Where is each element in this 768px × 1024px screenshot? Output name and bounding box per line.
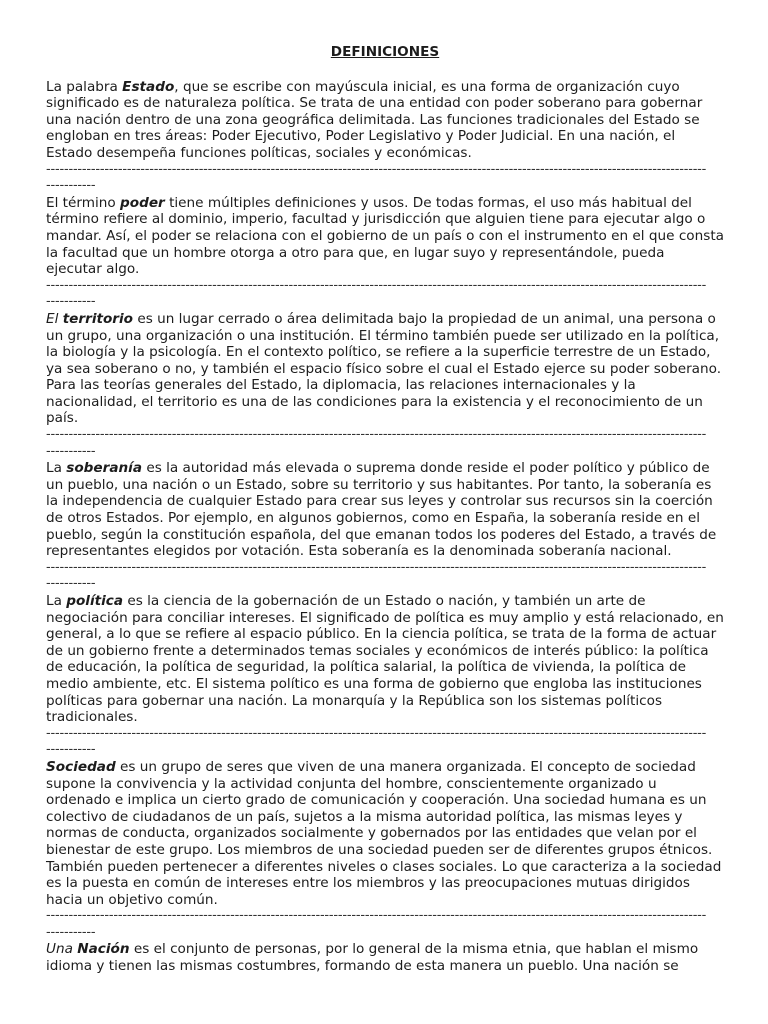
definition-text: , que se escribe con mayúscula inicial, es una forma de organización cuyo significado es de naturaleza política. Se trata de una entidad con poder soberano para gobernar una nación dentro de una zona geográfica delimitada. Las funciones tradicionales del Estado se engloban en tres áreas: Poder Ejecutivo, Poder Legislativo y Poder Judicial. En una nación, el Estado desempeña funciones políticas, sociales y económicas. bbox=[46, 78, 703, 161]
separator-line-tail: ----------- bbox=[46, 742, 96, 758]
separator-line: --------------------------------------------------------------------------------------------------------------------------------------------------- bbox=[46, 559, 707, 575]
definition-poder bbox=[46, 195, 724, 278]
term-nacion: Nación bbox=[77, 941, 130, 958]
separator-line: --------------------------------------------------------------------------------------------------------------------------------------------------- bbox=[46, 908, 707, 924]
term-soberania: soberanía bbox=[66, 460, 143, 477]
term-territorio: territorio bbox=[62, 310, 134, 327]
definition-politica bbox=[46, 593, 724, 726]
definition-prefix: La bbox=[46, 460, 67, 477]
definition-sociedad bbox=[46, 759, 724, 908]
definition-text: es la autoridad más elevada o suprema donde reside el poder político y público de un pueblo, una nación o un Estado, sobre su territorio y sus habitantes. Por tanto, la soberanía es la independencia de cualquier Estado para crear sus leyes y controlar sus recursos sin la coerción de otros Estados. Por ejemplo, en algunos gobiernos, como en España, la soberanía reside en el pueblo, según la constitución española, del que emanan todos los poderes del Estado, a través de representantes elegidos por votación. Esta soberanía es la denominada soberanía nacional. bbox=[46, 460, 717, 560]
separator-line: --------------------------------------------------------------------------------------------------------------------------------------------------- bbox=[46, 161, 707, 177]
separator-line-tail: ----------- bbox=[46, 576, 96, 592]
definition-prefix: La bbox=[46, 593, 67, 609]
separator-line-tail: ----------- bbox=[46, 294, 96, 310]
definition-prefix: La palabra bbox=[46, 78, 123, 95]
separator-line: --------------------------------------------------------------------------------------------------------------------------------------------------- bbox=[46, 725, 707, 741]
definition-text: es el conjunto de personas, por lo general de la misma etnia, que hablan el mismo idioma y tienen las mismas costumbres, formando de esta manera un pueblo. Una nación se bbox=[46, 941, 699, 975]
term-estado: Estado bbox=[122, 78, 175, 95]
definition-prefix: Una bbox=[46, 941, 78, 958]
term-poder: poder bbox=[120, 194, 165, 211]
definition-territorio bbox=[46, 311, 724, 427]
definition-text: es un lugar cerrado o área delimitada bajo la propiedad de un animal, una persona o un grupo, una organización o una institución. El término también puede ser utilizado en la política, la biología y la psicología. En el contexto político, se refiere a la superficie terrestre de un Estado, ya sea soberano o no, y también el espacio físico sobre el cual el Estado ejerce su poder soberano. Para las teorías generales del Estado, la diplomacia, las relaciones internacionales y la nacionalidad, el territorio es una de las condiciones para la existencia y el reconocimiento de un país. bbox=[46, 310, 722, 427]
separator-line-tail: ----------- bbox=[46, 443, 96, 459]
definition-nacion bbox=[46, 941, 724, 974]
definition-estado bbox=[46, 79, 724, 162]
term-politica: política bbox=[66, 593, 124, 609]
separator-line: --------------------------------------------------------------------------------------------------------------------------------------------------- bbox=[46, 427, 707, 443]
definition-text: tiene múltiples definiciones y usos. De todas formas, el uso más habitual del término refiere al dominio, imperio, facultad y jurisdicción que alguien tiene para ejecutar algo o mandar. Así, el poder se relaciona con el gobierno de un país o con el instrumento en el que consta la facultad que un hombre otorga a otro para que, en lugar suyo y representándole, pueda ejecutar algo. bbox=[46, 194, 724, 278]
definition-prefix: El término bbox=[46, 194, 121, 211]
definition-prefix: El bbox=[46, 310, 63, 327]
definition-text: es un grupo de seres que viven de una manera organizada. El concepto de sociedad supone la convivencia y la actividad conjunta del hombre, conscientemente organizado u ordenado e implica un cierto grado de comunicación y cooperación. Una sociedad humana es un colectivo de ciudadanos de un país, sujetos a la misma autoridad política, las mismas leyes y normas de conducta, organizados socialmente y gobernados por las entidades que velan por el bienestar de este grupo. Los miembros de una sociedad pueden ser de diferentes grupos étnicos. También pueden pertenecer a diferentes niveles o clases sociales. Lo que caracteriza a la sociedad es la puesta en común de intereses entre los miembros y las preocupaciones mutuas dirigidos hacia un objetivo común. bbox=[46, 758, 722, 908]
separator-line-tail: ----------- bbox=[46, 924, 96, 940]
definition-text: es la ciencia de la gobernación de un Estado o nación, y también un arte de negociación para conciliar intereses. El significado de política es muy amplio y está relacionado, en general, a lo que se refiere al espacio público. En la ciencia política, se trata de la forma de actuar de un gobierno frente a determinados temas sociales y económicos de interés público: la política de educación, la política de seguridad, la política salarial, la política de vivienda, la política de medio ambiente, etc. El sistema político es una forma de gobierno que engloba las instituciones políticas para gobernar una nación. La monarquía y la República son los sistemas políticos tradicionales. bbox=[46, 593, 724, 726]
term-sociedad: Sociedad bbox=[46, 758, 116, 775]
page-title: DEFINICIONES bbox=[330, 44, 440, 60]
definition-soberania bbox=[46, 460, 724, 560]
separator-line: --------------------------------------------------------------------------------------------------------------------------------------------------- bbox=[46, 277, 707, 293]
separator-line-tail: ----------- bbox=[46, 178, 96, 194]
